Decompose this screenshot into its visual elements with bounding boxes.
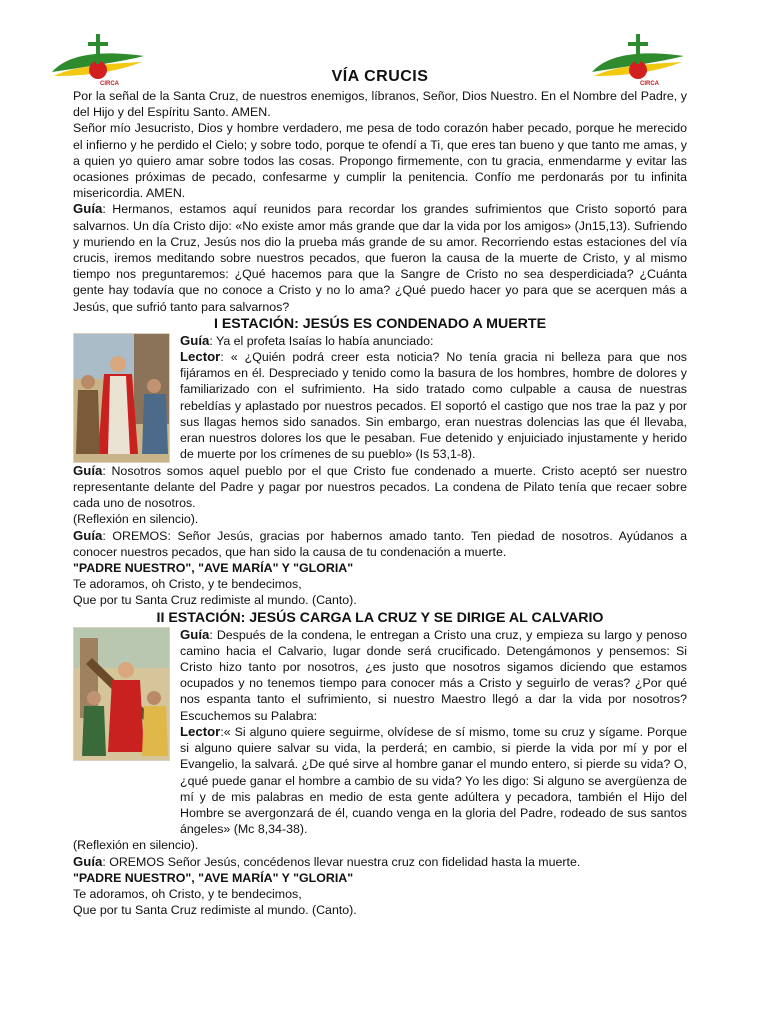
station-2-lector-text: :« Si alguno quiere seguirme, olvídese de sí mismo, tome su cruz y sígame. Porque si alguno quiere salvar su vida, la perderá; en cambio, si pierde la vida por mí y por el Evangelio, la salvará. ¿De qué sirve al hombre ganar el mundo entero, si pierde su vida? O, ¿qué puede ganar el hombre a cambio de su vida? Yo les digo: Si alguno se avergüenza de mí y de mis palabras en medio de esta gente adúltera y pecadora, también el Hijo del Hombre se avergonzará de él, cuando venga en la gloria del Padre, rodeado de sus santos ángeles» (Mc 8,34-38). [180, 724, 687, 837]
station-1-block [73, 333, 687, 463]
guia-label: Guía [73, 527, 103, 543]
station-2-lector [180, 724, 687, 837]
guia-label: Guía [180, 626, 210, 642]
svg-text:CIRCA: CIRCA [100, 81, 119, 86]
station-2-guia-2 [73, 854, 687, 870]
station-1-guia-2-text: : Nosotros somos aquel pueblo por el que Cristo fue condenado a muerte. Cristo aceptó ser nuestro representante delante del Padre y pagar por nuestros pecados. La condena de Pilato tenía que recaer sobre cada uno de nosotros. [73, 463, 687, 511]
station-2-title: II ESTACIÓN: JESÚS CARGA LA CRUZ Y SE DIRIGE AL CALVARIO [156, 609, 604, 626]
guia-label: Guía [73, 853, 103, 869]
station-1-title: I ESTACIÓN: JESÚS ES CONDENADO A MUERTE [213, 315, 547, 332]
page-title: VÍA CRUCIS [331, 68, 429, 85]
guia-intro-paragraph [73, 201, 687, 314]
act-of-contrition: Señor mío Jesucristo, Dios y hombre verdadero, me pesa de todo corazón haber pecado, porque he merecido el infierno y he perdido el Cielo; y sobre todo, porque te ofendí a Ti, que eres tan bueno y que tanto me amas, y a quien yo quiero amar sobre todos las cosas. Propongo firmemente, con tu gracia, enmendarme y evitar las ocasiones próximas de pecado, confesarme y cumplir la penitencia. Confío me perdonarás por tu infinita misericordia. AMEN. [73, 121, 687, 201]
document-page [73, 30, 687, 918]
station-1-painting [73, 333, 170, 463]
guia-intro-text: : Hermanos, estamos aquí reunidos para recordar los grandes sufrimientos que Cristo soportó para salvarnos. Un día Cristo dijo: «No existe amor más grande que dar la vida por los amigos» (Jn15,13). Sufriendo y muriendo en la Cruz, Jesús nos dio la prueba más grande de su amor. Recorriendo estas estaciones del vía crucis, iremos meditando sobre nuestros pecados, que fueron la causa de la muerte de Cristo, y al mismo tiempo nos preguntaremos: ¿Qué hacemos para que la Sangre de Cristo no sea desperdiciada? ¿Cuánta gente hay todavía que no conoce a Cristo y no lo ama? ¿Qué puedo hacer yo para que se acerquen más a Jesús, que sufrió tanto para salvarnos? [73, 202, 687, 314]
station-2-painting [73, 627, 170, 761]
guia-label: Guía [73, 201, 103, 217]
lector-label: Lector [180, 723, 221, 739]
station-1-lector [180, 349, 687, 462]
station-2-guia-text: : Después de la condena, le entregan a Cristo una cruz, y empieza su largo y penoso camino hacia el Calvario, lugar donde será crucificado. Detengámonos y pensemos: Si Cristo hizo tanto por nosotros, ¿es justo que nosotros sigamos diciendo que estamos ocupados y no tenemos tiempo para conocer más a Cristo y seguirlo de veras? ¿Por qué nos espanta tanto el sufrimiento, si nuestro Maestro llegó a dar la vida por nosotros? Escuchemos su Palabra: [180, 627, 687, 723]
station-1-guia-3-text: : OREMOS: Señor Jesús, gracias por habernos amado tanto. Ten piedad de nosotros. Ayúdanos a conocer nuestros pecados, que han sido la causa de tu condenación a muerte. [73, 528, 687, 559]
station-1-canto: Que por tu Santa Cruz redimiste al mundo. (Canto). [73, 593, 357, 608]
station-1-guia [180, 333, 687, 349]
opening-prayer: Por la señal de la Santa Cruz, de nuestros enemigos, líbranos, Señor, Dios Nuestro. En el Nombre del Padre, y del Hijo y del Espíritu Santo. AMEN. [73, 89, 687, 120]
station-2-guia [180, 627, 687, 724]
station-2-guia-2-text: : OREMOS Señor Jesús, concédenos llevar nuestra cruz con fidelidad hasta la muerte. [102, 854, 581, 869]
station-1-guia-2 [73, 463, 687, 512]
station-1-lector-text: : « ¿Quién podrá creer esta noticia? No tenía gracia ni belleza para que nos fijáramos en él. Despreciado y tenido como la basura de los hombres, hombre de dolores y familiarizado con el sufrimiento. Ha sido tratado como culpable a causa de nuestras rebeldías y aplastado por nuestros pecados. El soportó el castigo que nos trae la paz y por sus llagas hemos sido sanados. Sin embargo, eran nuestras dolencias las que él llevaba, eran nuestros dolores los que le pesaban. Fue detenido y enjuiciado injustamente y herido de muerte por los crímenes de su pueblo» (Is 53,1-8). [180, 350, 687, 462]
lector-label: Lector [180, 349, 221, 365]
guia-label: Guía [73, 462, 103, 478]
station-1-adoramos: Te adoramos, oh Cristo, y te bendecimos, [73, 577, 302, 592]
station-2-prayers: "PADRE NUESTRO", "AVE MARÍA" Y "GLORIA" [73, 870, 354, 885]
station-1-guia-text: : Ya el profeta Isaías lo había anunciado: [209, 333, 434, 348]
station-1-prayers: "PADRE NUESTRO", "AVE MARÍA" Y "GLORIA" [73, 561, 354, 576]
svg-text:CIRCA: CIRCA [640, 81, 659, 86]
station-2-adoramos: Te adoramos, oh Cristo, y te bendecimos, [73, 886, 302, 901]
station-1-guia-3 [73, 528, 687, 560]
station-2-canto: Que por tu Santa Cruz redimiste al mundo. (Canto). [73, 903, 357, 918]
station-2-reflexion: (Reflexión en silencio). [73, 838, 199, 853]
station-2-block [73, 627, 687, 838]
guia-label: Guía [180, 332, 210, 348]
station-1-reflexion: (Reflexión en silencio). [73, 512, 199, 527]
